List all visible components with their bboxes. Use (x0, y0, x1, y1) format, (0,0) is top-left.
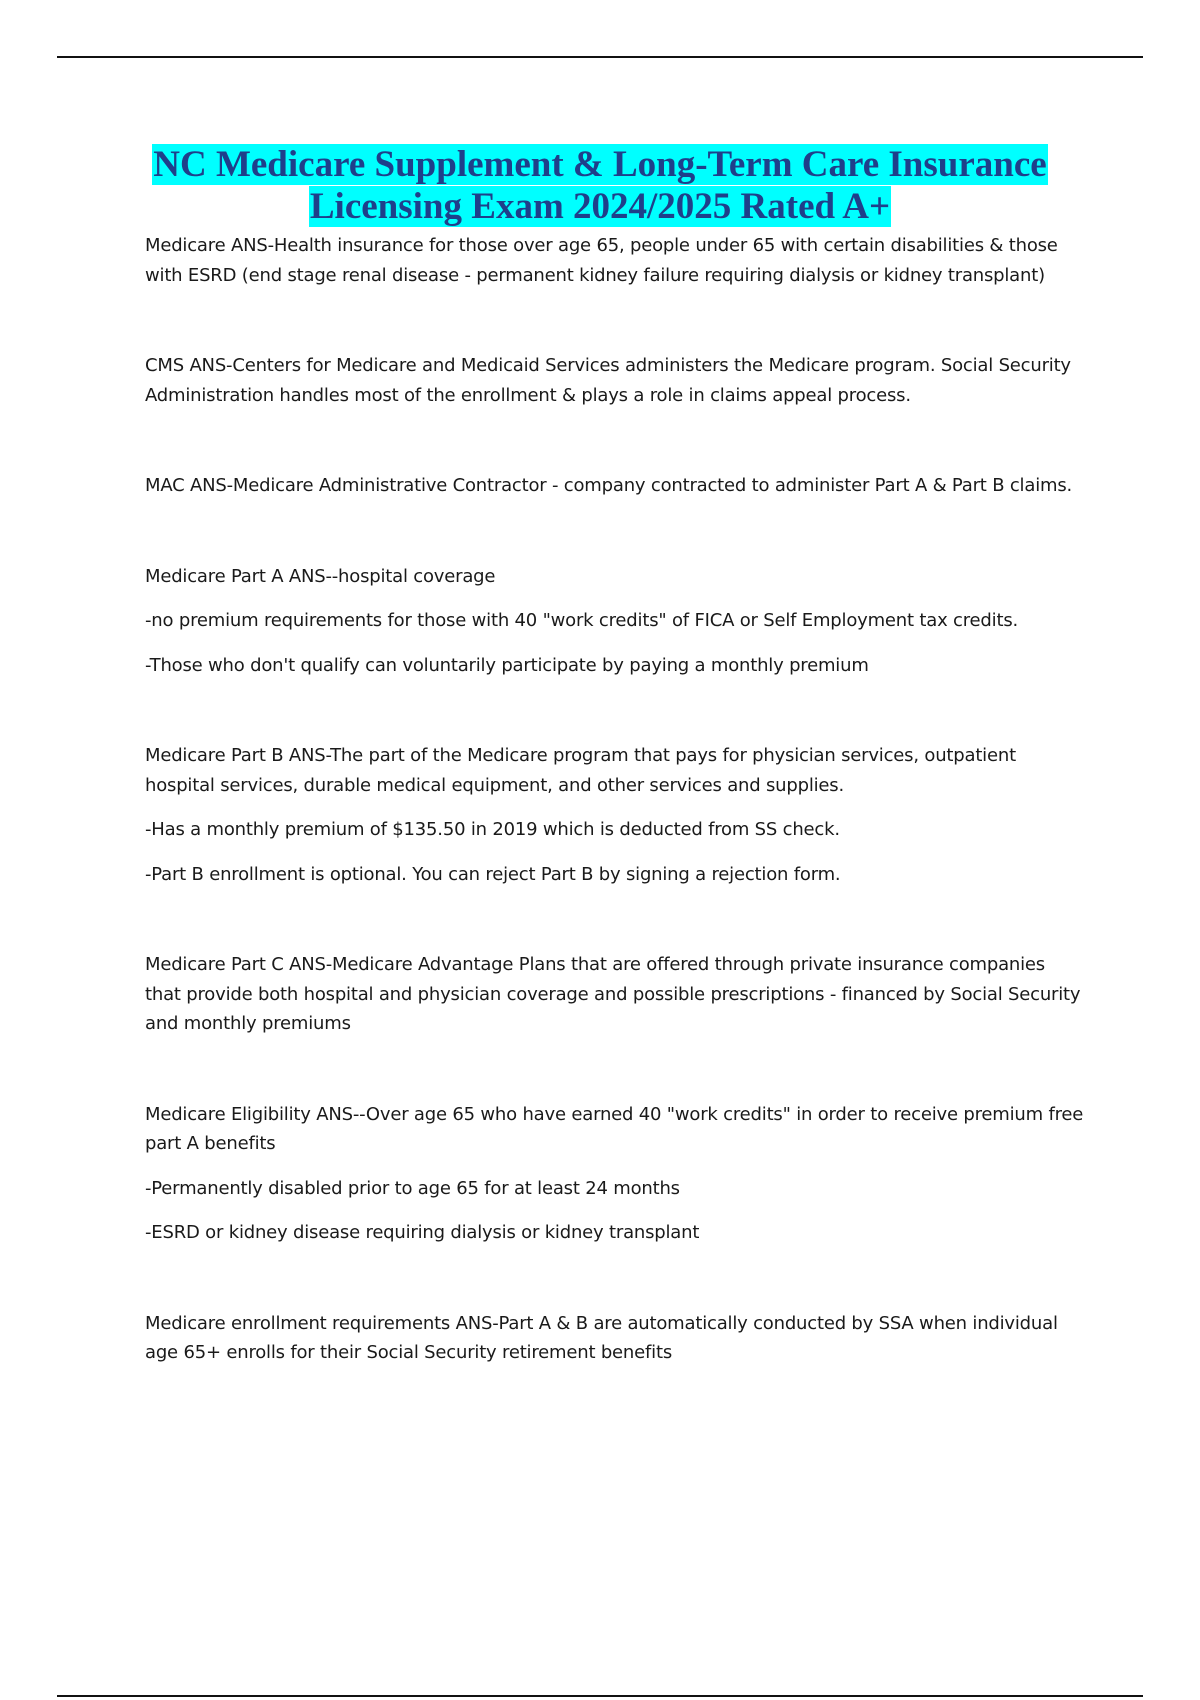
entry-subpoint: -Those who don't qualify can voluntarily participate by paying a monthly premium (145, 654, 869, 676)
document-title (100, 144, 1100, 228)
entry-medicare-eligibility (145, 1100, 1085, 1248)
entry-medicare (145, 231, 1085, 290)
entry-text: CMS ANS-Centers for Medicare and Medicaid Services administers the Medicare program. Social Security Administration handles most of the enrollment & plays a role in claims appeal process. (145, 355, 1071, 406)
entry-text: Medicare Part C ANS-Medicare Advantage Plans that are offered through private insurance companies that provide both hospital and physician coverage and possible prescriptions - financed by Social Security and monthly premiums (145, 954, 1081, 1034)
entry-text: Medicare enrollment requirements ANS-Part A & B are automatically conducted by SSA when individual age 65+ enrolls for their Social Security retirement benefits (145, 1312, 1058, 1363)
entry-subpoint: -Has a monthly premium of $135.50 in 2019 which is deducted from SS check. (145, 819, 840, 840)
entry-text: Medicare Part A ANS--hospital coverage (145, 565, 496, 587)
entry-medicare-enrollment (145, 1309, 1085, 1368)
entry-medicare-part-b (145, 741, 1085, 889)
entry-subpoint: -ESRD or kidney disease requiring dialysis or kidney transplant (145, 1222, 700, 1243)
entry-text: Medicare Part B ANS-The part of the Medicare program that pays for physician services, outpatient hospital services, durable medical equipment, and other services and supplies. (145, 745, 1016, 796)
entry-medicare-part-a (145, 562, 1085, 681)
title-line-2: Licensing Exam 2024/2025 Rated A+ (309, 186, 891, 227)
document-body (145, 231, 1085, 1429)
bottom-divider (57, 1695, 1143, 1697)
entry-mac (145, 471, 1085, 501)
title-line-1: NC Medicare Supplement & Long-Term Care Insurance (153, 144, 1047, 185)
entry-subpoint: -Part B enrollment is optional. You can reject Part B by signing a rejection form. (145, 863, 841, 885)
entry-text: MAC ANS-Medicare Administrative Contractor - company contracted to administer Part A & Part B claims. (145, 475, 1073, 496)
entry-text: Medicare ANS-Health insurance for those over age 65, people under 65 with certain disabilities & those with ESRD (end stage renal disease - permanent kidney failure requiring dialysis or kidney transplant) (145, 235, 1058, 286)
entry-cms (145, 351, 1085, 410)
entry-text: Medicare Eligibility ANS--Over age 65 who have earned 40 "work credits" in order to receive premium free part A benefits (145, 1103, 1084, 1154)
entry-subpoint: -no premium requirements for those with 40 "work credits" of FICA or Self Employment tax credits. (145, 610, 1019, 631)
top-divider (57, 56, 1143, 58)
entry-subpoint: -Permanently disabled prior to age 65 for at least 24 months (145, 1177, 680, 1199)
entry-medicare-part-c (145, 950, 1085, 1039)
